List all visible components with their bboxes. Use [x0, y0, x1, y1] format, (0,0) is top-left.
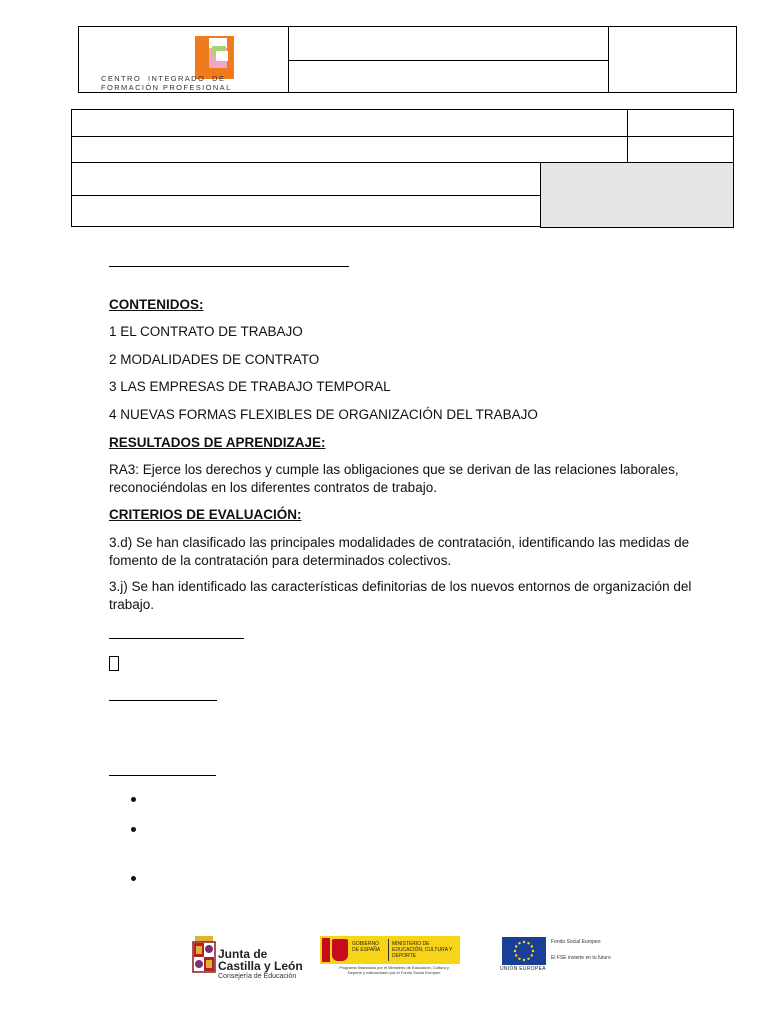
jcyl-shield-icon — [192, 934, 216, 976]
logo-text-line1: CENTRO INTEGRADO DE — [101, 74, 226, 83]
blank-line — [109, 700, 217, 701]
eu-stars-icon — [502, 937, 546, 965]
bullet-point — [131, 876, 136, 881]
fse-motto: El FSE invierte en tu futuro — [551, 955, 611, 961]
fse-title: Fondo Social Europeo — [551, 939, 601, 945]
spain-flag — [322, 938, 330, 962]
criterios-heading: CRITERIOS DE EVALUACIÓN: — [109, 507, 302, 522]
eu-flag — [502, 937, 546, 965]
grey-cell — [540, 162, 734, 228]
info-table-col-line — [627, 109, 628, 162]
info-table-row-line — [71, 136, 734, 137]
title-underline — [109, 266, 349, 267]
contenidos-item-4: 4 NUEVAS FORMAS FLEXIBLES DE ORGANIZACIÓN DEL TRABAJO — [109, 407, 538, 422]
gov-caption: Programa financiado por el Ministerio de Educación, Cultura y Deporte y cofinanciado por el Fondo Social Europeo — [339, 965, 449, 975]
bullet-point — [131, 797, 136, 802]
contenidos-item-3: 3 LAS EMPRESAS DE TRABAJO TEMPORAL — [109, 379, 391, 394]
gov-divider — [388, 939, 389, 961]
jcyl-name-line2: Castilla y León — [218, 959, 303, 973]
blank-line — [109, 638, 244, 639]
eu-label: UNIÓN EUROPEA — [500, 966, 546, 972]
gov-right-text: MINISTERIO DE EDUCACIÓN, CULTURA Y DEPORTE — [392, 941, 453, 959]
contenidos-item-2: 2 MODALIDADES DE CONTRATO — [109, 352, 320, 367]
resultados-text: RA3: Ejerce los derechos y cumple las obligaciones que se derivan de las relaciones laborales, reconociéndolas en los diferentes contratos de trabajo. — [109, 462, 679, 495]
blank-line — [109, 775, 216, 776]
jcyl-name-line1: Junta de — [218, 947, 268, 961]
resultados-heading: RESULTADOS DE APRENDIZAJE: — [109, 435, 326, 450]
header-divider — [608, 26, 609, 93]
criterio-3j: 3.j) Se han identificado las características definitorias de los nuevos entornos de organización del trabajo. — [109, 579, 692, 612]
logo-text-line2: FORMACIÓN PROFESIONAL — [101, 83, 232, 92]
header-divider — [288, 60, 608, 61]
gov-left-text: GOBIERNO DE ESPAÑA — [352, 941, 381, 953]
contenidos-heading: CONTENIDOS: — [109, 297, 204, 312]
jcyl-subtitle: Consejería de Educación — [218, 973, 297, 980]
contenidos-item-1: 1 EL CONTRATO DE TRABAJO — [109, 324, 303, 339]
info-table-row-line — [71, 195, 541, 196]
checkbox[interactable] — [109, 656, 119, 671]
gov-shield-icon — [332, 939, 348, 961]
bullet-point — [131, 827, 136, 832]
criterio-3d: 3.d) Se han clasificado las principales modalidades de contratación, identificando las medidas de fomento de la contratación para determinados colectivos. — [109, 535, 690, 568]
